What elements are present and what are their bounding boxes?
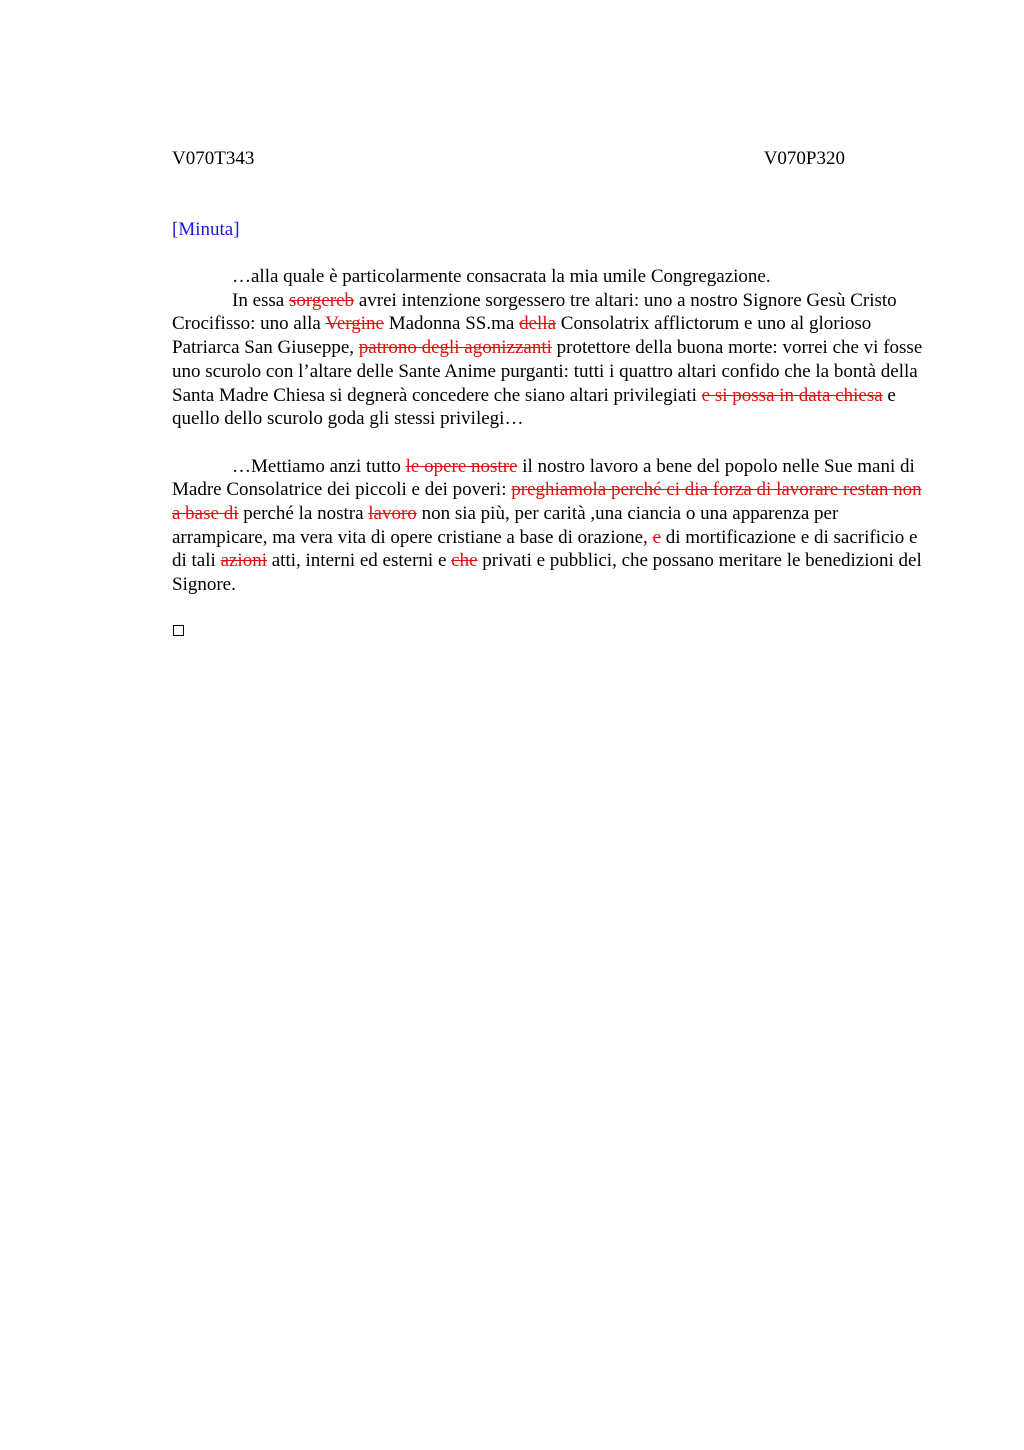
paragraph-altars	[172, 289, 924, 431]
document-header	[172, 147, 845, 171]
deleted-text: Vergine	[325, 313, 384, 335]
deleted-text: sorgereb	[288, 289, 355, 311]
paragraph-intro	[172, 265, 924, 289]
deleted-text: e si possa in data chiesa	[701, 384, 883, 406]
text-segment: Consolatrix afflictorum e uno al glorioso Patriarca San Giuseppe,	[172, 313, 872, 359]
document-code-right: V070P320	[763, 148, 845, 169]
minuta-label: [Minuta]	[172, 219, 240, 240]
deleted-text: le opere nostre	[405, 455, 518, 477]
square-checkbox-icon	[173, 625, 184, 636]
paragraph-gap	[172, 431, 924, 455]
deleted-text: preghiamola perché ci dia forza di lavorare restan non a base di	[172, 479, 922, 525]
deleted-text: azioni	[220, 550, 267, 572]
deleted-text: che	[451, 550, 478, 572]
text-segment: …alla quale è particolarmente consacrata la mia umile Congregazione.	[232, 266, 771, 287]
paragraph-work	[172, 455, 924, 597]
deleted-text: della	[519, 313, 557, 335]
text-segment: e quello dello scurolo goda gli stessi privilegi…	[172, 384, 896, 430]
deleted-text: patrono degli agonizzanti	[358, 337, 552, 359]
deleted-text: lavoro	[368, 503, 417, 525]
text-segment: di mortificazione e di sacrificio e di tali	[172, 526, 918, 572]
text-segment: avrei intenzione sorgessero tre altari: uno a nostro Signore Gesù Cristo Crocifisso: uno alla	[172, 289, 897, 335]
text-segment: il nostro lavoro a bene del popolo nelle Sue mani di Madre Consolatrice dei piccoli e dei poveri:	[172, 455, 915, 501]
text-segment: …Mettiamo anzi tutto	[232, 455, 406, 477]
text-segment: In essa	[232, 289, 289, 311]
text-segment: Madonna SS.ma	[383, 313, 520, 335]
text-segment: privati e pubblici, che possano meritare le benedizioni del Signore.	[172, 550, 922, 596]
document-body	[172, 265, 924, 597]
document-code-left: V070T343	[172, 148, 255, 169]
deleted-text: e	[652, 526, 661, 548]
text-segment: protettore della buona morte: vorrei che vi fosse uno scurolo con l’altare delle Sante Anime purganti: tutti i quattro altari confido che la bontà della Santa Madre Chiesa si degnerà concedere che siano altari privilegiati	[172, 337, 923, 406]
text-segment: atti, interni ed esterni e	[267, 550, 452, 572]
text-segment: perché la nostra	[238, 503, 369, 525]
text-segment: non sia più, per carità ,una ciancia o una apparenza per arrampicare, ma vera vita di opere cristiane a base di orazione,	[172, 503, 839, 548]
